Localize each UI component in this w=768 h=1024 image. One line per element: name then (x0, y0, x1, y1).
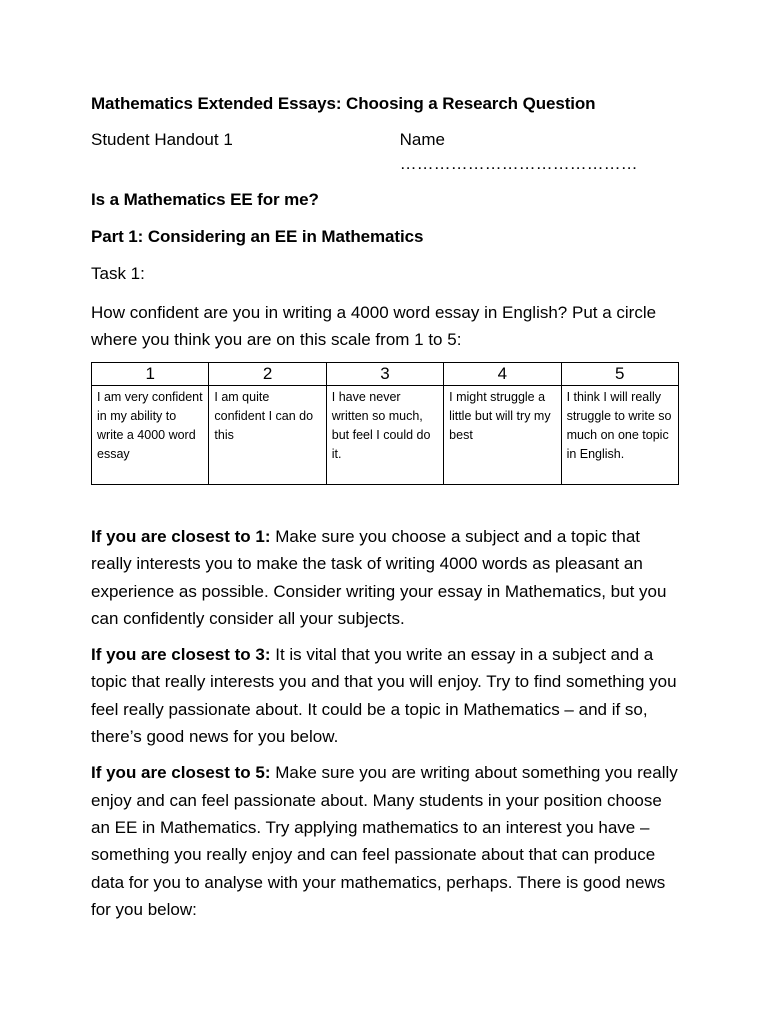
advice-lead-5: If you are closest to 5: (91, 763, 271, 783)
advice-paragraph-5 (91, 759, 681, 923)
advice-text-3: It is vital that you write an essay in a subject and a topic that really interests you and that you will enjoy. Try to find something you feel really passionate about. It could be a topic in Mathematics – and if so, there’s good news for you below. (91, 645, 677, 747)
handout-header-row (91, 128, 681, 176)
scale-description-3: I have never written so much, but feel I could do it. (326, 386, 443, 485)
advice-paragraph-3 (91, 641, 681, 750)
scale-header-row (92, 363, 679, 386)
task-label: Task 1: (91, 264, 145, 283)
scale-header-4: 4 (444, 363, 561, 386)
handout-label: Student Handout 1 (91, 130, 233, 149)
name-field: Name …………………………………… (399, 130, 638, 173)
handout-page (91, 92, 681, 932)
scale-header-3: 3 (326, 363, 443, 386)
document-title: Mathematics Extended Essays: Choosing a Research Question (91, 94, 596, 113)
advice-text-5: Make sure you are writing about something you really enjoy and can feel passionate about. Many students in your position choose an EE in Mathematics. Try applying mathematics to an interest you have – something you really enjoy and can feel passionate about that can produce data for you to analyse with your mathematics, perhaps. There is good news for you below: (91, 763, 678, 919)
scale-header-1: 1 (92, 363, 209, 386)
scale-description-4: I might struggle a little but will try my best (444, 386, 561, 485)
intro-text: How confident are you in writing a 4000 word essay in English? Put a circle where you think you are on this scale from 1 to 5: (91, 303, 657, 349)
question-heading: Is a Mathematics EE for me? (91, 190, 319, 209)
advice-lead-1: If you are closest to 1: (91, 527, 271, 546)
scale-header-2: 2 (209, 363, 326, 386)
advice-text-1: Make sure you choose a subject and a topic that really interests you to make the task of writing 4000 words as pleasant an experience as possible. Consider writing your essay in Mathematics, but you can confidently consider all your subjects. (91, 527, 667, 628)
scale-description-row (92, 386, 679, 485)
advice-lead-3: If you are closest to 3: (91, 645, 271, 665)
scale-description-2: I am quite confident I can do this (209, 386, 326, 485)
advice-paragraph-1 (91, 523, 681, 632)
scale-header-5: 5 (561, 363, 678, 386)
scale-description-5: I think I will really struggle to write so much on one topic in English. (561, 386, 678, 485)
part-heading: Part 1: Considering an EE in Mathematics (91, 227, 424, 246)
confidence-scale-table (91, 362, 679, 485)
scale-description-1: I am very confident in my ability to write a 4000 word essay (92, 386, 209, 485)
